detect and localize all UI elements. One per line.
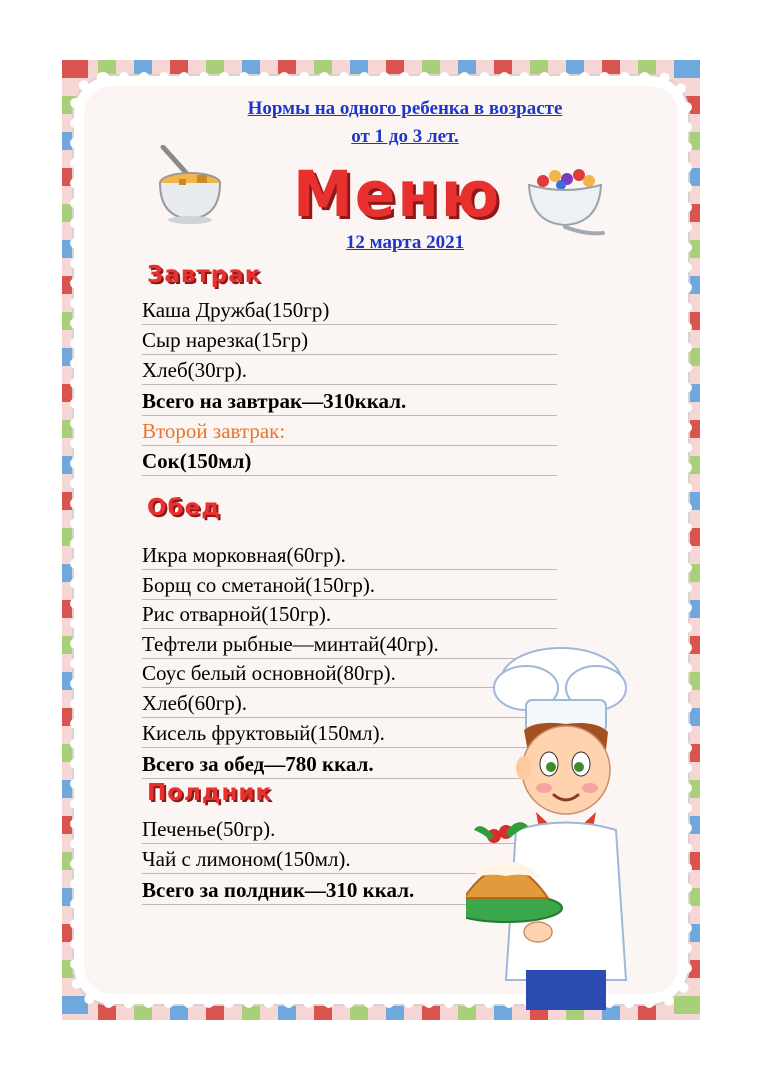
soup-pot-icon <box>155 145 225 225</box>
menu-item: Рис отварной(150гр). <box>142 600 557 629</box>
menu-item: Хлеб(30гр). <box>142 356 557 385</box>
menu-item: Тефтели рыбные—минтай(40гр). <box>142 630 557 659</box>
section-title-breakfast: Завтрак <box>147 262 262 288</box>
header-line-1: Нормы на одного ребенка в возрасте <box>247 98 563 119</box>
menu-item: Соус белый основной(80гр). <box>142 659 557 688</box>
menu-item: Чай с лимоном(150мл). <box>142 845 557 874</box>
menu-item: Сыр нарезка(15гр) <box>142 326 557 355</box>
chef-boy-icon <box>466 640 666 1010</box>
breakfast-total: Всего на завтрак—310ккал. <box>142 387 557 416</box>
menu-item: Хлеб(60гр). <box>142 689 557 718</box>
snack-total: Всего за полдник—310 ккал. <box>142 876 557 905</box>
section-title-snack: Полдник <box>147 780 273 806</box>
menu-item: Каша Дружба(150гр) <box>142 296 557 325</box>
menu-item: Сок(150мл) <box>142 447 557 476</box>
second-breakfast-title: Второй завтрак: <box>142 417 557 446</box>
menu-item: Печенье(50гр). <box>142 815 557 844</box>
lunch-total: Всего за обед—780 ккал. <box>142 750 557 779</box>
menu-item: Кисель фруктовый(150мл). <box>142 719 557 748</box>
fruit-bowl-icon <box>525 165 605 240</box>
header-line-2: от 1 до 3 лет. <box>351 126 459 147</box>
menu-item: Икра морковная(60гр). <box>142 541 557 570</box>
menu-title: Меню <box>293 158 502 232</box>
section-title-lunch: Обед <box>147 495 221 521</box>
menu-date: 12 марта 2021 <box>345 232 465 253</box>
menu-item: Борщ со сметаной(150гр). <box>142 571 557 600</box>
